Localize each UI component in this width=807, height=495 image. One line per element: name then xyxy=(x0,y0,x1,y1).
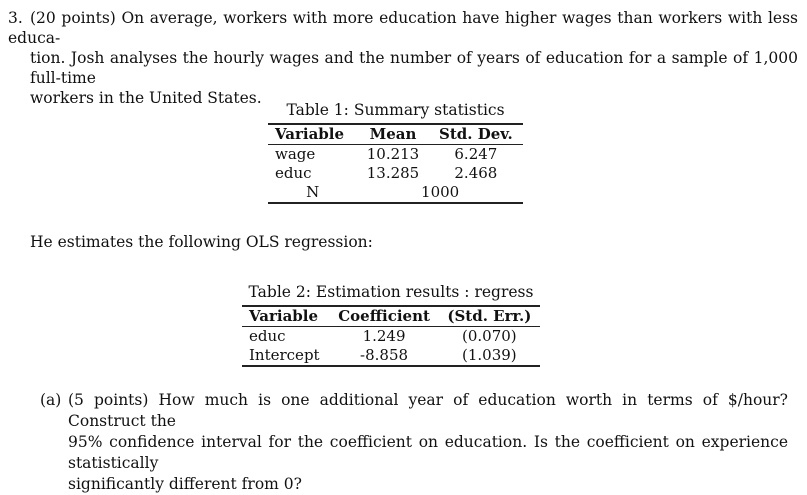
table1-cell: educ xyxy=(275,164,312,182)
table1-cell: 13.285 xyxy=(366,164,420,182)
table2-cell: 1.249 xyxy=(362,327,406,345)
table1 xyxy=(268,123,523,204)
table2-cell: (0.070) xyxy=(462,327,517,345)
part-a xyxy=(40,390,788,495)
table2 xyxy=(242,305,540,367)
table1-cell: wage xyxy=(275,145,316,163)
part-a-label: (a) xyxy=(40,391,62,409)
table1-header-mean: Mean xyxy=(369,125,417,143)
table2-header-coef: Coefficient xyxy=(338,307,430,325)
table1-cell: 2.468 xyxy=(454,164,498,182)
table1-caption: Table 1: Summary statistics xyxy=(286,101,505,119)
question-line-2: tion. Josh analyses the hourly wages and the number of years of education for a sample of 1,000 full-time xyxy=(30,49,798,87)
question-line-3: workers in the United States. xyxy=(30,89,262,107)
table2-cell: Intercept xyxy=(249,346,320,364)
table2-header-se: (Std. Err.) xyxy=(447,307,532,325)
table-row xyxy=(242,346,540,366)
part-a-line-3: significantly different from 0? xyxy=(68,475,302,493)
table1-n-value: 1000 xyxy=(421,183,460,201)
table2-header-row xyxy=(242,306,540,327)
table-row xyxy=(268,145,523,165)
table1-n-label: N xyxy=(306,183,320,201)
table2-cell: -8.858 xyxy=(360,346,409,364)
table1-header-variable: Variable xyxy=(275,125,345,143)
question-number: 3. xyxy=(8,9,23,27)
table1-n-row xyxy=(268,183,523,203)
part-a-line-2: 95% confidence interval for the coefficient on education. Is the coefficient on experience statistically xyxy=(68,433,788,472)
middle-text: He estimates the following OLS regression: xyxy=(30,233,373,251)
table1-header-sd: Std. Dev. xyxy=(439,125,513,143)
table-row xyxy=(242,327,540,347)
table-row xyxy=(268,164,523,183)
question-intro xyxy=(8,8,798,108)
table2-cell: educ xyxy=(249,327,286,345)
table1-cell: 6.247 xyxy=(454,145,498,163)
table2-caption: Table 2: Estimation results : regress xyxy=(248,283,534,301)
table2-cell: (1.039) xyxy=(462,346,517,364)
part-a-line-1: (5 points) How much is one additional year of education worth in terms of $/hour? Construct the xyxy=(68,391,788,430)
table2-header-variable: Variable xyxy=(249,307,319,325)
table1-header-row xyxy=(268,124,523,145)
table1-cell: 10.213 xyxy=(366,145,420,163)
question-line-1: 3. (20 points) On average, workers with more education have higher wages than workers with less educa- xyxy=(8,9,798,47)
